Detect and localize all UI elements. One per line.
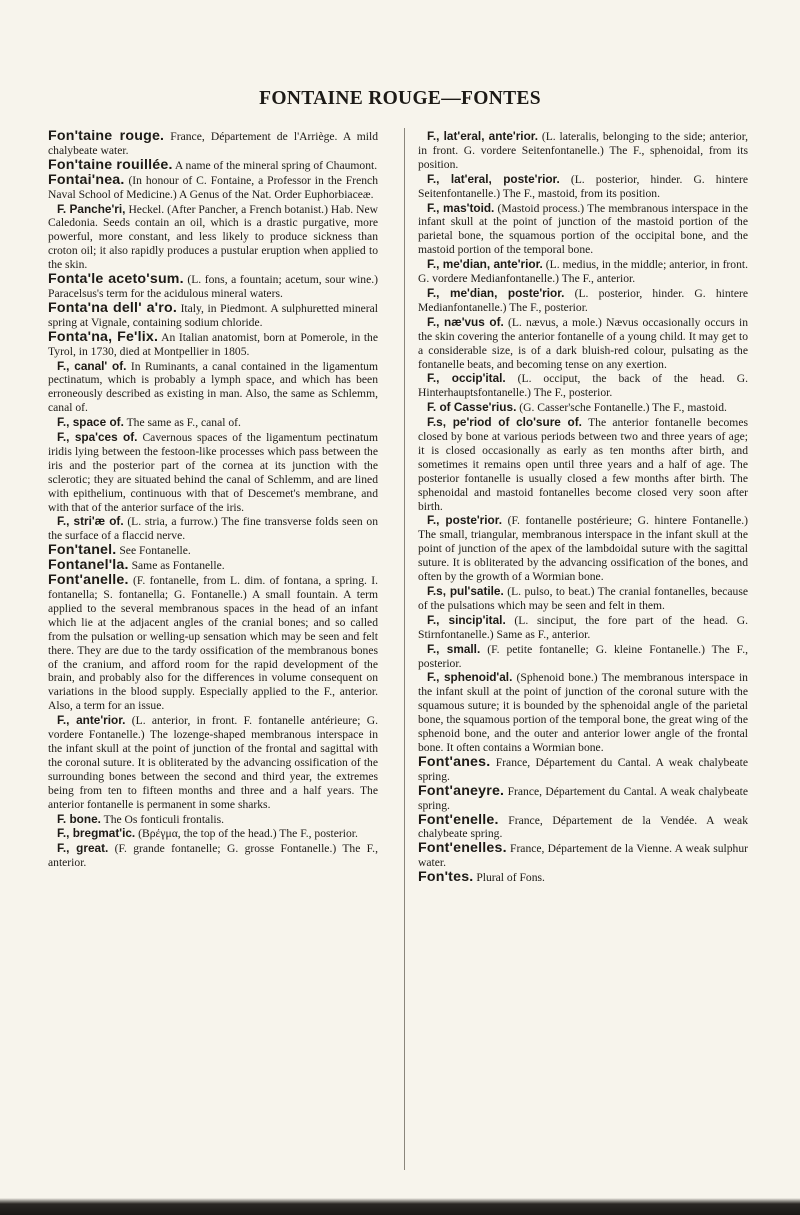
entry-definition: The Os fonticuli frontalis. (103, 812, 225, 826)
page-edge-shadow (0, 1198, 800, 1215)
entry-definition: (L. pulso, to beat.) The cranial fontanelles, because of the pulsations which may be seen and felt in them. (418, 585, 748, 612)
entry-headword: Fonta'na dell' a'ro. (48, 299, 177, 316)
dictionary-entry (48, 431, 378, 514)
entry-definition: Cavernous spaces of the ligamentum pectinatum iridis lying between the festoon-like processes which pass between the iris and the posterior part of the cornea at its junction with the sclerotic; they are situated behind the canal of Schlemm, and are lined with epithelium, continuous with that of Descemet's membrane, and with that of the anterior surface of the iris. (48, 431, 378, 514)
entry-definition: Plural of Fons. (476, 871, 545, 885)
entry-definition: (L. occiput, the back of the head. G. Hinterhauptsfontanelle.) The F., posterior. (418, 372, 748, 400)
dictionary-entry (418, 753, 749, 784)
dictionary-entry (48, 130, 378, 158)
entry-headword: F.s, pe'riod of clo'sure of. (427, 415, 582, 430)
dictionary-entry (418, 671, 748, 754)
entry-headword: F., great. (57, 841, 109, 856)
entry-headword: F., occip'ital. (427, 371, 506, 386)
dictionary-entry (418, 202, 748, 258)
entry-headword: Fontanel'la. (48, 557, 129, 574)
entry-headword: Fontai'nea. (48, 171, 125, 188)
entry-headword: F., mas'toid. (427, 200, 495, 215)
dictionary-entry (48, 273, 378, 301)
dictionary-entry (418, 842, 748, 870)
entry-definition: (F. fontanelle, from L. dim. of fontana, a spring. I. fontanella; S. fontanella; G. Fontanelle.) A small fountain. A term applied to the several membranous spaces in the head of an infant which lie at the adjacent angles of the cranial bones; and so called from the pulsation or welling-up sensation which may be seen and felt there. They are due to the tardy ossification of the membranous bones of the cranium, and afford room for the rapid development of the brain, and probably also for the differences in volume consequent on variations in the blood supply. Especially applied to the F., anterior. Also, a term for an issue. (48, 574, 378, 713)
entry-definition: Italy, in Piedmont. A sulphuretted mineral spring at Vignale, containing sodium chloride. (48, 301, 378, 329)
entry-headword: F., space of. (57, 415, 124, 430)
entry-definition: In Ruminants, a canal contained in the ligamentum pectinatum, which is probably a lymph space, and which has been erroneously described as existing in man. Also, the same as Schlemm, canal of. (48, 359, 378, 415)
dictionary-entry (418, 782, 748, 813)
dictionary-entry (48, 842, 378, 870)
dictionary-entry (418, 287, 748, 315)
dictionary-entry (48, 813, 378, 827)
running-head: FONTAINE ROUGE—FONTES (259, 88, 541, 109)
entry-definition: The same as F., canal of. (126, 416, 241, 430)
entry-headword: Fon'taine rouillée. (48, 156, 173, 173)
entry-definition: (L. posterior, hinder. G. hintere Medianfontanelle.) The F., posterior. (418, 286, 749, 314)
entry-definition: (F. grande fontanelle; G. grosse Fontanelle.) The F., anterior. (48, 842, 378, 870)
entry-headword: F., ante'rior. (57, 713, 126, 728)
entry-headword: F. bone. (57, 811, 101, 826)
entry-definition: France, Département de la Vienne. A weak sulphur water. (418, 842, 749, 870)
entry-headword: F., canal' of. (57, 358, 127, 373)
entry-headword: Font'anelle. (48, 572, 129, 589)
entry-headword: F., sincip'ital. (427, 612, 506, 627)
dictionary-entry (48, 203, 378, 273)
entry-headword: Fon'taine rouge. (48, 128, 165, 144)
entry-definition: (L. nævus, a mole.) Nævus occasionally occurs in the skin covering the anterior fontanelle of a young child. It may get to a considerable size, is of a dark bluish-red colour, pulsating as the fontanelle beats, and becoming tense on any exertion. (418, 315, 748, 371)
dictionary-entry (48, 574, 378, 713)
entry-definition: (L. fons, a fountain; acetum, sour wine.) Paracelsus's term for the acidulous mineral waters. (48, 273, 378, 300)
entry-headword: F. of Casse'rius. (427, 400, 517, 415)
entry-definition: (L. posterior, hinder. G. hintere Seitenfontanelle.) The F., mastoid, from its position. (418, 172, 748, 200)
entry-definition: A name of the mineral spring of Chaumont. (174, 158, 378, 172)
entry-headword: F., me'dian, ante'rior. (427, 257, 543, 272)
entry-headword: F., stri'æ of. (57, 514, 124, 529)
entry-definition: (F. petite fontanelle; G. kleine Fontanelle.) The F., posterior. (418, 642, 748, 670)
entry-headword: Fonta'le aceto'sum. (48, 271, 184, 288)
right-column (418, 130, 748, 886)
entry-definition: An Italian anatomist, born at Pomerole, in the Tyrol, in 1730, died at Montpellier in 1805. (48, 330, 378, 358)
entry-definition: (L. medius, in the middle; anterior, in front. G. vordere Medianfontanelle.) The F., anterior. (418, 258, 749, 286)
entry-definition: Same as Fontanelle. (131, 559, 225, 573)
dictionary-entry (48, 714, 378, 811)
entry-definition: France, Département du Cantal. A weak chalybeate spring. (418, 755, 749, 783)
entry-headword: F., lat'eral, poste'rior. (427, 171, 560, 186)
dictionary-entry (48, 156, 378, 173)
entry-headword: Font'anes. (418, 753, 491, 770)
entry-definition: Heckel. (After Pancher, a French botanist.) Hab. New Caledonia. Seeds contain an oil, which is a drastic purgative, more powerful, more constant, and less likely to produce sickness than croton oil; it also rapidly produces a pustular eruption when applied to the skin. (48, 202, 378, 272)
entry-definition: See Fontanelle. (119, 544, 191, 558)
entry-headword: F., spa'ces of. (57, 430, 138, 445)
dictionary-entry (48, 827, 378, 841)
entry-definition: (L. lateralis, belonging to the side; anterior, in front. G. vordere Seitenfontanelle.) The F., sphenoidal, from its position. (418, 130, 749, 171)
dictionary-entry (418, 372, 748, 400)
dictionary-entry (48, 515, 378, 543)
entry-headword: Fonta'na, Fe'lix. (48, 328, 159, 345)
dictionary-entry (48, 544, 378, 558)
entry-definition: (G. Casser'sche Fontanelle.) The F., mastoid. (519, 401, 727, 415)
dictionary-entry (48, 416, 378, 430)
dictionary-entry (418, 643, 748, 671)
entry-definition: (L. stria, a furrow.) The fine transverse folds seen on the surface of a flaccid nerve. (48, 515, 378, 543)
entry-definition: (Sphenoid bone.) The membranous interspace in the infant skull at the point of junction of the coronal suture with the squamous suture; it is bounded by the sphenoidal angle of the parietal bone, the squamous portion of the temporal bone, the great wing of the sphenoid bone, and the outer and anterior lower angle of the frontal bone. It often contains a Wormian bone. (418, 671, 748, 754)
dictionary-entry (48, 360, 378, 416)
dictionary-entry (418, 258, 748, 286)
dictionary-entry (418, 811, 748, 842)
entry-headword: Font'aneyre. (418, 782, 505, 799)
entry-definition: (L. anterior, in front. F. fontanelle antérieure; G. vordere Fontanelle.) The lozenge-shaped membranous interspace in the infant skull at the point of junction of the frontal and sagittal with the coronal suture. It is obliterated by the advancing ossification of the surrounding bones between the second and third year, the extremes being from ten to fifteen months and three and a half years. The anterior fontanelle is permanent in some sharks. (48, 714, 379, 811)
entry-headword: Fon'tes. (418, 869, 474, 886)
entry-headword: F., poste'rior. (427, 513, 502, 528)
entry-headword: F., lat'eral, ante'rior. (427, 129, 539, 143)
entry-definition: The anterior fontanelle becomes closed by bone at various periods between two and three years of age; it is closed occasionally as early as ten months after birth, and sometimes it remains open until three years and a half of age. The posterior fontanelle is usually closed a few months after birth. The sphenoidal and mastoid fontanelles become closed very soon after birth. (418, 416, 748, 513)
entry-headword: F., me'dian, poste'rior. (427, 285, 565, 300)
entry-definition: France, Département de l'Arriège. A mild chalybeate water. (48, 130, 378, 157)
entry-headword: F., small. (427, 641, 481, 656)
dictionary-entry (418, 585, 748, 613)
entry-definition: (F. fontanelle postérieure; G. hintere Fontanelle.) The small, triangular, membranous interspace in the infant skull at the point of junction of the apex of the lambdoidal suture with the sagittal suture. It is obliterated by the advancing ossification of the bones, and often by the growth of a Wormian bone. (418, 514, 748, 584)
entry-definition: France, Département du Cantal. A weak chalybeate spring. (418, 784, 748, 812)
dictionary-entry (418, 514, 748, 584)
entry-headword: Font'enelles. (418, 840, 507, 857)
dictionary-entry (418, 871, 748, 885)
dictionary-entry (418, 316, 748, 372)
dictionary-entry (48, 559, 378, 573)
entry-headword: F., bregmat'ic. (57, 826, 136, 841)
entry-headword: F. Panche'ri, (57, 201, 126, 216)
left-column (48, 130, 378, 871)
dictionary-entry (48, 299, 378, 330)
dictionary-entry (418, 614, 748, 642)
dictionary-entry (418, 416, 748, 513)
entry-definition: (L. sinciput, the fore part of the head. G. Stirnfontanelle.) Same as F., anterior. (418, 613, 749, 641)
dictionary-entry (418, 130, 748, 172)
dictionary-entry (418, 173, 748, 201)
entry-headword: Fon'tanel. (48, 542, 117, 559)
dictionary-entry (48, 171, 378, 202)
entry-definition: France, Département de la Vendée. A weak chalybeate spring. (418, 813, 748, 841)
column-divider (404, 128, 405, 1170)
entry-headword: F., sphenoid'al. (427, 670, 513, 685)
entry-definition: (Βρέγμα, the top of the head.) The F., posterior. (138, 827, 358, 841)
entry-headword: F., næ'vus of. (427, 314, 504, 329)
entry-headword: F.s, pul'satile. (427, 584, 504, 598)
entry-headword: Font'enelle. (418, 811, 499, 828)
dictionary-entry (48, 328, 378, 359)
entry-definition: (In honour of C. Fontaine, a Professor in the French Naval School of Medicine.) A Genus of the Nat. Order Euphorbiaceæ. (48, 173, 378, 201)
entry-definition: (Mastoid process.) The membranous interspace in the infant skull at the point of junction of the mastoid portion of the parietal bone, the squamous portion of the occipital bone, and the mastoid portion of the temporal bone. (418, 201, 748, 257)
dictionary-entry (418, 401, 748, 415)
